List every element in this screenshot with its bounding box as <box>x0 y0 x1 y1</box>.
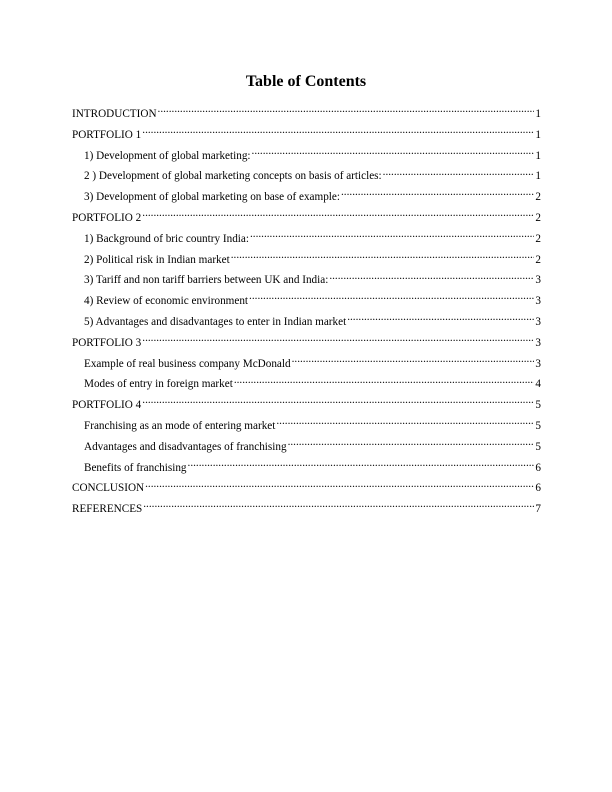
toc-title: Table of Contents <box>245 73 367 90</box>
toc-entry-page-number: 3 <box>535 295 541 308</box>
toc-entry[interactable] <box>72 125 541 146</box>
toc-entry-label: Franchising as an mode of entering market <box>84 419 276 432</box>
toc-entry[interactable] <box>72 250 541 271</box>
toc-entry[interactable] <box>72 478 541 499</box>
toc-entry-label: Benefits of franchising <box>84 461 187 474</box>
toc-dot-leader <box>292 355 535 367</box>
toc-entry-page-number: 4 <box>535 378 541 391</box>
toc-entry-page-number: 3 <box>535 274 541 287</box>
toc-entry-page-number: 5 <box>535 419 541 432</box>
toc-dot-leader <box>142 396 534 408</box>
toc-entry-label: Modes of entry in foreign market <box>84 378 233 391</box>
toc-entry[interactable] <box>72 458 541 479</box>
toc-entry-page-number: 7 <box>535 503 541 516</box>
toc-dot-leader <box>288 438 535 450</box>
toc-dot-leader <box>276 417 534 429</box>
toc-entry-page-number: 1 <box>535 170 541 183</box>
toc-list <box>72 104 541 520</box>
toc-entry[interactable] <box>72 270 541 291</box>
toc-dot-leader <box>143 500 534 512</box>
toc-entry-label: 2 ) Development of global marketing concepts on basis of articles: <box>84 170 382 183</box>
toc-dot-leader <box>252 147 535 159</box>
toc-entry[interactable] <box>72 104 541 125</box>
toc-entry[interactable] <box>72 187 541 208</box>
toc-entry-page-number: 2 <box>535 191 541 204</box>
toc-dot-leader <box>329 271 534 283</box>
toc-entry[interactable] <box>72 499 541 520</box>
toc-dot-leader <box>142 126 534 138</box>
toc-dot-leader <box>383 167 535 179</box>
toc-entry[interactable] <box>72 229 541 250</box>
toc-entry-page-number: 3 <box>535 315 541 328</box>
toc-entry-label: 2) Political risk in Indian market <box>84 253 230 266</box>
toc-dot-leader <box>341 188 534 200</box>
toc-entry[interactable] <box>72 354 541 375</box>
toc-entry-label: PORTFOLIO 4 <box>72 399 142 412</box>
toc-entry[interactable] <box>72 395 541 416</box>
toc-entry-page-number: 6 <box>535 461 541 474</box>
toc-entry-label: 4) Review of economic environment <box>84 295 249 308</box>
toc-entry[interactable] <box>72 333 541 354</box>
toc-entry-page-number: 5 <box>535 440 541 453</box>
toc-entry-label: 3) Tariff and non tariff barriers between UK and India: <box>84 274 329 287</box>
toc-entry[interactable] <box>72 312 541 333</box>
toc-entry-page-number: 3 <box>535 336 541 349</box>
toc-entry-label: PORTFOLIO 1 <box>72 128 142 141</box>
toc-entry-page-number: 1 <box>535 108 541 120</box>
toc-entry-label: Example of real business company McDonald <box>84 357 291 370</box>
toc-entry-page-number: 6 <box>535 482 541 495</box>
toc-dot-leader <box>231 251 535 263</box>
toc-entry[interactable] <box>72 146 541 167</box>
toc-entry[interactable] <box>72 416 541 437</box>
toc-dot-leader <box>234 375 535 387</box>
toc-entry-page-number: 5 <box>535 399 541 412</box>
toc-entry-label: CONCLUSION <box>72 482 145 495</box>
toc-entry[interactable] <box>72 437 541 458</box>
toc-dot-leader <box>158 105 535 117</box>
toc-entry-page-number: 1 <box>535 149 541 162</box>
toc-entry[interactable] <box>72 374 541 395</box>
toc-entry-label: INTRODUCTION <box>72 108 157 120</box>
toc-dot-leader <box>250 230 534 242</box>
toc-entry-label: 1) Development of global marketing: <box>84 149 251 162</box>
toc-entry-label: 1) Background of bric country India: <box>84 232 249 245</box>
toc-entry-label: REFERENCES <box>72 503 143 516</box>
toc-entry-page-number: 2 <box>535 253 541 266</box>
toc-entry-page-number: 3 <box>535 357 541 370</box>
toc-entry-label: PORTFOLIO 3 <box>72 336 142 349</box>
toc-entry-label: 3) Development of global marketing on base of example: <box>84 191 340 204</box>
toc-entry-label: Advantages and disadvantages of franchising <box>84 440 287 453</box>
toc-entry[interactable] <box>72 208 541 229</box>
toc-entry[interactable] <box>72 166 541 187</box>
toc-entry[interactable] <box>72 291 541 312</box>
toc-entry-page-number: 2 <box>535 211 541 224</box>
toc-dot-leader <box>145 479 534 491</box>
toc-dot-leader <box>249 292 534 304</box>
toc-entry-label: PORTFOLIO 2 <box>72 211 142 224</box>
toc-entry-label: 5) Advantages and disadvantages to enter in Indian market <box>84 315 347 328</box>
toc-entry-page-number: 2 <box>535 232 541 245</box>
toc-dot-leader <box>142 209 534 221</box>
toc-dot-leader <box>347 313 534 325</box>
toc-dot-leader <box>142 334 534 346</box>
toc-dot-leader <box>188 459 535 471</box>
toc-entry-page-number: 1 <box>535 128 541 141</box>
